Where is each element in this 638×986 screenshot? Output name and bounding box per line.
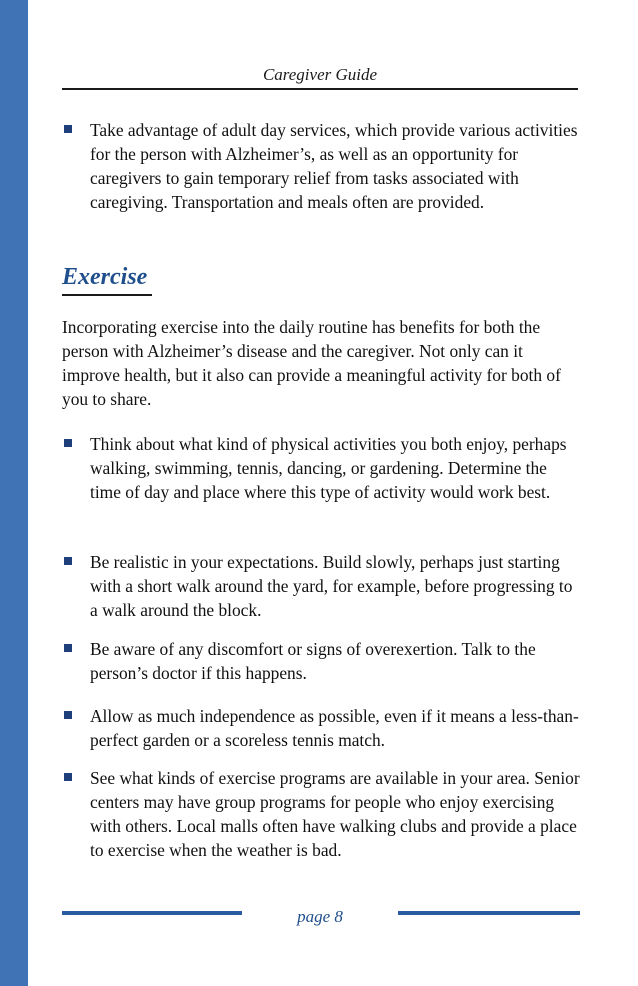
square-bullet-icon	[64, 773, 72, 781]
header-rule	[62, 88, 578, 90]
footer-rule-left	[62, 911, 242, 915]
section-heading: Exercise	[62, 264, 148, 290]
list-item	[62, 432, 582, 504]
square-bullet-icon	[64, 125, 72, 133]
square-bullet-icon	[64, 439, 72, 447]
bullet-text: Think about what kind of physical activities you both enjoy, perhaps walking, swimming, tennis, dancing, or gardening. Determine the time of day and place where this type of activity would work best.	[90, 434, 567, 502]
section-heading-underline	[62, 294, 152, 296]
list-item	[62, 550, 582, 622]
list-item	[62, 766, 582, 862]
running-header: Caregiver Guide	[262, 65, 378, 84]
bullet-text: Be realistic in your expectations. Build slowly, perhaps just starting with a short walk around the yard, for example, before progressing to a walk around the block.	[90, 552, 573, 620]
bullet-text: See what kinds of exercise programs are available in your area. Senior centers may have group programs for people who enjoy exercising with others. Local malls often have walking clubs and provide a place to exercise when the weather is bad.	[90, 768, 580, 860]
list-item	[62, 637, 582, 685]
page-number: page 8	[297, 907, 343, 926]
square-bullet-icon	[64, 557, 72, 565]
list-item	[62, 118, 582, 214]
bullet-text: Take advantage of adult day services, which provide various activities for the person with Alzheimer’s, as well as an opportunity for caregivers to gain temporary relief from tasks associated with caregiving. Transportation and meals often are provided.	[90, 120, 578, 212]
footer-rule-right	[398, 911, 580, 915]
square-bullet-icon	[64, 644, 72, 652]
intro-paragraph: Incorporating exercise into the daily routine has benefits for both the person with Alzheimer’s disease and the caregiver. Not only can it improve health, but it also can provide a meaningful activity for both of you to share.	[62, 317, 561, 409]
bullet-text: Be aware of any discomfort or signs of overexertion. Talk to the person’s doctor if this happens.	[90, 639, 536, 683]
bullet-text: Allow as much independence as possible, even if it means a less-than-perfect garden or a scoreless tennis match.	[90, 706, 579, 750]
left-margin-band	[0, 0, 28, 986]
square-bullet-icon	[64, 711, 72, 719]
list-item	[62, 704, 582, 752]
